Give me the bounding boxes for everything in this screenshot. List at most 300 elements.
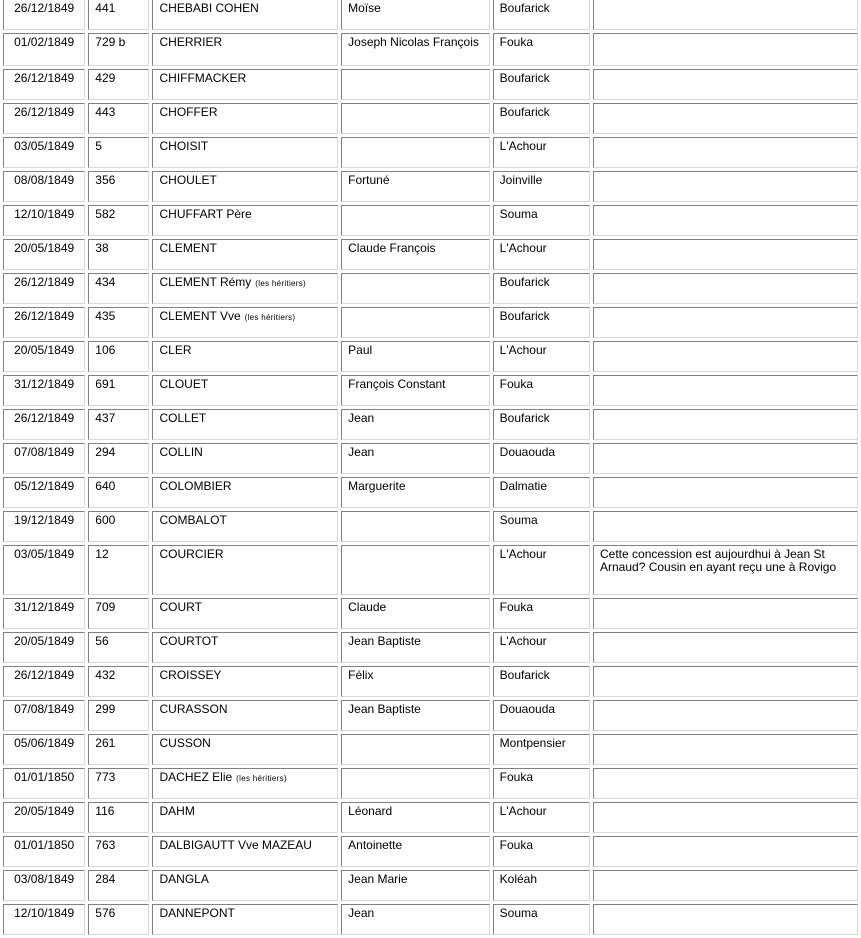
firstname-text: Marguerite <box>348 479 406 493</box>
name-cell <box>152 171 338 202</box>
date-text: 26/12/1849 <box>14 105 75 119</box>
place-text: Dalmatie <box>499 479 548 493</box>
firstname-cell <box>341 632 490 663</box>
date-cell <box>3 103 85 134</box>
date-text: 31/12/1849 <box>14 600 75 614</box>
date-cell <box>3 870 85 901</box>
date-cell <box>3 239 85 270</box>
firstname-text: François Constant <box>348 377 446 391</box>
place-cell <box>493 545 590 595</box>
name-text: CHEBABI COHEN <box>159 1 259 15</box>
firstname-cell <box>341 307 490 338</box>
place-text: Fouka <box>499 35 534 49</box>
number-text: 116 <box>95 804 115 818</box>
date-cell <box>3 802 85 833</box>
date-text: 20/05/1849 <box>14 241 75 255</box>
date-cell <box>3 904 85 935</box>
number-cell <box>88 103 149 134</box>
date-text: 03/08/1849 <box>14 872 75 886</box>
date-text: 01/01/1850 <box>14 770 75 784</box>
date-cell <box>3 511 85 542</box>
remarks-cell <box>593 0 858 30</box>
place-text: Fouka <box>499 770 534 784</box>
place-cell <box>493 307 590 338</box>
number-text: 763 <box>95 838 116 852</box>
firstname-text: Fortuné <box>348 173 390 187</box>
remarks-cell <box>593 239 858 270</box>
date-text: 26/12/1849 <box>14 668 75 682</box>
name-text: DANGLA <box>159 872 209 886</box>
number-text: 443 <box>95 105 116 119</box>
firstname-cell <box>341 205 490 236</box>
place-cell <box>493 734 590 765</box>
name-cell <box>152 836 338 867</box>
number-text: 12 <box>95 547 109 561</box>
date-text: 03/05/1849 <box>14 547 75 561</box>
remarks-cell <box>593 836 858 867</box>
name-cell <box>152 511 338 542</box>
date-cell <box>3 307 85 338</box>
name-text: CHOFFER <box>159 105 218 119</box>
number-text: 435 <box>95 309 116 323</box>
place-text: Douaouda <box>499 702 556 716</box>
name-cell <box>152 0 338 30</box>
name-cell <box>152 666 338 697</box>
date-text: 12/10/1849 <box>14 207 75 221</box>
number-cell <box>88 33 149 66</box>
firstname-text: Jean Baptiste <box>348 634 421 648</box>
number-text: 441 <box>95 1 116 15</box>
date-text: 20/05/1849 <box>14 804 75 818</box>
place-cell <box>493 239 590 270</box>
name-cell <box>152 273 338 304</box>
firstname-text: Félix <box>348 668 374 682</box>
place-cell <box>493 477 590 508</box>
place-cell <box>493 33 590 66</box>
number-cell <box>88 137 149 168</box>
number-text: 429 <box>95 71 116 85</box>
table-row <box>3 103 858 134</box>
place-text: Boufarick <box>499 105 550 119</box>
table-row <box>3 443 858 474</box>
table-row <box>3 545 858 595</box>
number-cell <box>88 632 149 663</box>
table-row <box>3 341 858 372</box>
place-text: L'Achour <box>499 343 547 357</box>
firstname-text: Jean <box>348 411 375 425</box>
firstname-text: Jean Baptiste <box>348 702 421 716</box>
name-cell <box>152 443 338 474</box>
number-text: 56 <box>95 634 109 648</box>
name-text: COURTOT <box>159 634 219 648</box>
number-text: 729 b <box>95 35 126 49</box>
date-cell <box>3 666 85 697</box>
number-text: 294 <box>95 445 116 459</box>
number-text: 261 <box>95 736 116 750</box>
firstname-cell <box>341 0 490 30</box>
name-cell <box>152 545 338 595</box>
name-cell <box>152 239 338 270</box>
place-cell <box>493 273 590 304</box>
number-cell <box>88 307 149 338</box>
name-text: DALBIGAUTT Vve MAZEAU <box>159 838 312 852</box>
number-cell <box>88 375 149 406</box>
table-row <box>3 33 858 66</box>
date-cell <box>3 598 85 629</box>
name-cell <box>152 69 338 100</box>
number-text: 576 <box>95 906 116 920</box>
place-text: Montpensier <box>499 736 566 750</box>
place-text: Douaouda <box>499 445 556 459</box>
place-cell <box>493 598 590 629</box>
place-cell <box>493 205 590 236</box>
number-cell <box>88 870 149 901</box>
name-text: COLLET <box>159 411 207 425</box>
name-text: CHUFFART Père <box>159 207 252 221</box>
date-text: 03/05/1849 <box>14 139 75 153</box>
name-cell <box>152 103 338 134</box>
remarks-cell <box>593 409 858 440</box>
firstname-cell <box>341 511 490 542</box>
remarks-cell <box>593 802 858 833</box>
name-cell <box>152 307 338 338</box>
firstname-text: Moïse <box>348 1 381 15</box>
name-text: CLEMENT Rémy <box>159 275 252 289</box>
remarks-cell <box>593 734 858 765</box>
place-cell <box>493 904 590 935</box>
place-cell <box>493 870 590 901</box>
date-cell <box>3 137 85 168</box>
number-text: 432 <box>95 668 116 682</box>
date-text: 08/08/1849 <box>14 173 75 187</box>
date-cell <box>3 734 85 765</box>
place-text: Boufarick <box>499 668 550 682</box>
place-text: Boufarick <box>499 411 550 425</box>
firstname-cell <box>341 103 490 134</box>
date-cell <box>3 836 85 867</box>
firstname-text: Claude François <box>348 241 436 255</box>
date-text: 19/12/1849 <box>14 513 75 527</box>
firstname-text: Léonard <box>348 804 393 818</box>
remarks-text: Cette concession est aujourdhui à Jean St Arnaud? Cousin en ayant reçu une à Rovigo <box>600 547 837 574</box>
name-cell <box>152 768 338 799</box>
name-text: COLLIN <box>159 445 203 459</box>
number-text: 356 <box>95 173 116 187</box>
name-text: DACHEZ Elie <box>159 770 233 784</box>
remarks-cell <box>593 205 858 236</box>
date-cell <box>3 443 85 474</box>
firstname-cell <box>341 171 490 202</box>
number-cell <box>88 171 149 202</box>
table-row <box>3 734 858 765</box>
remarks-cell <box>593 632 858 663</box>
date-text: 26/12/1849 <box>14 309 75 323</box>
place-cell <box>493 103 590 134</box>
name-text: CHERRIER <box>159 35 223 49</box>
number-cell <box>88 239 149 270</box>
firstname-cell <box>341 375 490 406</box>
name-text: CLEMENT Vve <box>159 309 241 323</box>
place-text: Boufarick <box>499 71 550 85</box>
place-cell <box>493 768 590 799</box>
number-text: 582 <box>95 207 116 221</box>
table-row <box>3 904 858 935</box>
date-text: 01/02/1849 <box>14 35 75 49</box>
date-cell <box>3 545 85 595</box>
remarks-cell <box>593 768 858 799</box>
firstname-text: Antoinette <box>348 838 403 852</box>
firstname-cell <box>341 137 490 168</box>
number-cell <box>88 545 149 595</box>
number-cell <box>88 734 149 765</box>
remarks-cell <box>593 103 858 134</box>
name-text: CLER <box>159 343 192 357</box>
name-text: COURT <box>159 600 202 614</box>
remarks-cell <box>593 700 858 731</box>
date-text: 12/10/1849 <box>14 906 75 920</box>
remarks-cell <box>593 171 858 202</box>
number-cell <box>88 409 149 440</box>
place-cell <box>493 171 590 202</box>
number-cell <box>88 666 149 697</box>
name-text: DAHM <box>159 804 195 818</box>
place-cell <box>493 632 590 663</box>
place-cell <box>493 802 590 833</box>
name-cell <box>152 341 338 372</box>
number-text: 437 <box>95 411 116 425</box>
number-cell <box>88 205 149 236</box>
date-cell <box>3 171 85 202</box>
number-cell <box>88 69 149 100</box>
number-cell <box>88 0 149 30</box>
number-cell <box>88 768 149 799</box>
place-text: L'Achour <box>499 634 547 648</box>
remarks-cell <box>593 33 858 66</box>
remarks-cell <box>593 341 858 372</box>
remarks-cell <box>593 375 858 406</box>
firstname-cell <box>341 870 490 901</box>
firstname-cell <box>341 443 490 474</box>
number-cell <box>88 443 149 474</box>
place-text: L'Achour <box>499 139 547 153</box>
place-text: Boufarick <box>499 275 550 289</box>
date-text: 07/08/1849 <box>14 445 75 459</box>
firstname-cell <box>341 477 490 508</box>
place-text: Souma <box>499 513 538 527</box>
name-cell <box>152 700 338 731</box>
date-text: 07/08/1849 <box>14 702 75 716</box>
table-row <box>3 307 858 338</box>
place-text: Fouka <box>499 838 534 852</box>
date-cell <box>3 69 85 100</box>
name-cell <box>152 375 338 406</box>
table-row <box>3 409 858 440</box>
place-text: Fouka <box>499 377 534 391</box>
place-text: Joinville <box>499 173 543 187</box>
name-cell <box>152 137 338 168</box>
firstname-cell <box>341 69 490 100</box>
remarks-cell <box>593 443 858 474</box>
remarks-cell <box>593 69 858 100</box>
date-cell <box>3 33 85 66</box>
table-row <box>3 137 858 168</box>
place-text: Souma <box>499 906 538 920</box>
firstname-cell <box>341 700 490 731</box>
name-text: CURASSON <box>159 702 228 716</box>
date-cell <box>3 341 85 372</box>
firstname-cell <box>341 409 490 440</box>
number-cell <box>88 273 149 304</box>
name-text: COLOMBIER <box>159 479 232 493</box>
place-cell <box>493 511 590 542</box>
name-text: CHOULET <box>159 173 217 187</box>
place-cell <box>493 700 590 731</box>
name-cell <box>152 632 338 663</box>
name-cell <box>152 205 338 236</box>
heirs-note: (les héritiers) <box>255 279 307 288</box>
date-text: 05/12/1849 <box>14 479 75 493</box>
name-text: COMBALOT <box>159 513 227 527</box>
number-cell <box>88 477 149 508</box>
firstname-text: Jean Marie <box>348 872 408 886</box>
number-cell <box>88 802 149 833</box>
name-cell <box>152 734 338 765</box>
table-row <box>3 273 858 304</box>
name-text: CUSSON <box>159 736 211 750</box>
name-text: CROISSEY <box>159 668 222 682</box>
name-text: CLOUET <box>159 377 209 391</box>
register-body <box>3 0 858 935</box>
number-cell <box>88 700 149 731</box>
number-text: 106 <box>95 343 116 357</box>
date-text: 26/12/1849 <box>14 411 75 425</box>
number-cell <box>88 836 149 867</box>
remarks-cell <box>593 137 858 168</box>
number-text: 5 <box>95 139 102 153</box>
firstname-cell <box>341 273 490 304</box>
remarks-cell <box>593 598 858 629</box>
name-cell <box>152 598 338 629</box>
remarks-cell <box>593 870 858 901</box>
date-cell <box>3 273 85 304</box>
name-cell <box>152 904 338 935</box>
date-text: 26/12/1849 <box>14 275 75 289</box>
table-row <box>3 836 858 867</box>
firstname-text: Jean <box>348 906 375 920</box>
remarks-cell <box>593 307 858 338</box>
place-cell <box>493 341 590 372</box>
place-cell <box>493 137 590 168</box>
table-row <box>3 870 858 901</box>
place-cell <box>493 409 590 440</box>
table-row <box>3 632 858 663</box>
place-text: Fouka <box>499 600 534 614</box>
place-cell <box>493 69 590 100</box>
name-text: CLEMENT <box>159 241 217 255</box>
place-text: Souma <box>499 207 538 221</box>
place-text: L'Achour <box>499 804 547 818</box>
remarks-cell <box>593 666 858 697</box>
number-text: 640 <box>95 479 116 493</box>
table-row <box>3 477 858 508</box>
date-text: 05/06/1849 <box>14 736 75 750</box>
date-cell <box>3 477 85 508</box>
number-text: 299 <box>95 702 116 716</box>
name-cell <box>152 870 338 901</box>
name-text: CHOISIT <box>159 139 209 153</box>
place-cell <box>493 443 590 474</box>
remarks-cell <box>593 904 858 935</box>
firstname-cell <box>341 598 490 629</box>
place-text: Boufarick <box>499 1 550 15</box>
name-cell <box>152 802 338 833</box>
remarks-cell <box>593 273 858 304</box>
firstname-cell <box>341 768 490 799</box>
table-row <box>3 69 858 100</box>
name-text: COURCIER <box>159 547 224 561</box>
place-cell <box>493 836 590 867</box>
firstname-text: Claude <box>348 600 387 614</box>
remarks-cell <box>593 511 858 542</box>
remarks-cell <box>593 545 858 595</box>
date-cell <box>3 632 85 663</box>
table-row <box>3 511 858 542</box>
firstname-cell <box>341 545 490 595</box>
firstname-cell <box>341 341 490 372</box>
firstname-cell <box>341 802 490 833</box>
firstname-cell <box>341 904 490 935</box>
table-row <box>3 700 858 731</box>
place-cell <box>493 666 590 697</box>
firstname-cell <box>341 33 490 66</box>
remarks-cell <box>593 477 858 508</box>
date-text: 26/12/1849 <box>14 71 75 85</box>
date-text: 26/12/1849 <box>14 1 75 15</box>
table-row <box>3 171 858 202</box>
date-cell <box>3 409 85 440</box>
name-cell <box>152 33 338 66</box>
place-text: L'Achour <box>499 241 547 255</box>
date-cell <box>3 0 85 30</box>
place-text: Koléah <box>499 872 538 886</box>
table-row <box>3 205 858 236</box>
date-text: 20/05/1849 <box>14 343 75 357</box>
place-cell <box>493 0 590 30</box>
firstname-cell <box>341 666 490 697</box>
table-row <box>3 375 858 406</box>
number-text: 434 <box>95 275 116 289</box>
number-cell <box>88 904 149 935</box>
table-row <box>3 239 858 270</box>
firstname-cell <box>341 836 490 867</box>
table-row <box>3 666 858 697</box>
place-text: L'Achour <box>499 547 547 561</box>
date-cell <box>3 700 85 731</box>
number-text: 38 <box>95 241 109 255</box>
number-cell <box>88 598 149 629</box>
number-cell <box>88 341 149 372</box>
table-row <box>3 598 858 629</box>
firstname-cell <box>341 734 490 765</box>
number-cell <box>88 511 149 542</box>
place-text: Boufarick <box>499 309 550 323</box>
heirs-note: (les héritiers) <box>244 313 296 322</box>
table-row <box>3 0 858 30</box>
number-text: 691 <box>95 377 116 391</box>
table-row <box>3 802 858 833</box>
firstname-cell <box>341 239 490 270</box>
number-text: 284 <box>95 872 116 886</box>
